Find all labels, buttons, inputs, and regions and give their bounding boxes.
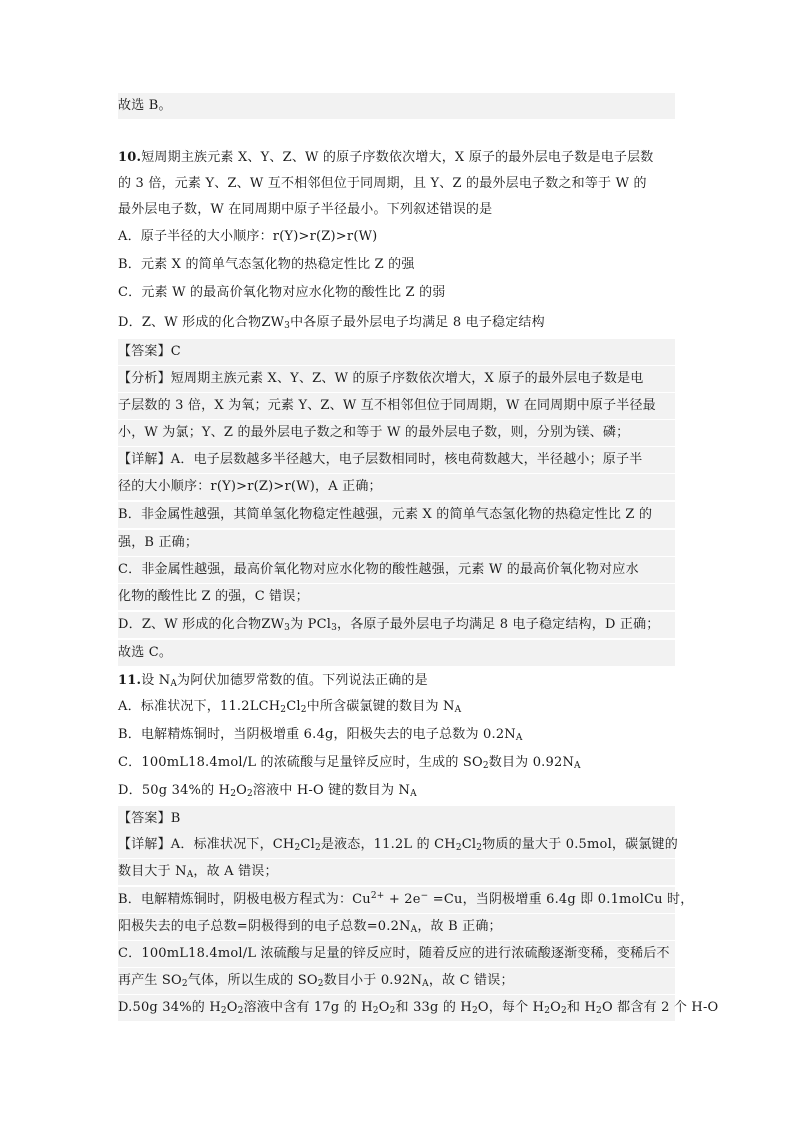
q10-detail-line-2: 径的大小顺序：r(Y)>r(Z)>r(W)，A 正确； [118,474,675,500]
q10-option-b: B．元素 X 的简单气态氢化物的热稳定性比 Z 的强 [118,257,415,272]
q10-answer: 【答案】C [118,339,675,365]
q11-answer: 【答案】B [118,806,675,832]
q10-option-a: A．原子半径的大小顺序：r(Y)>r(Z)>r(W) [118,229,378,244]
q10-detail-line-8: 故选 C。 [118,640,675,666]
q10-option-d: D．Z、W 形成的化合物$ZW_3$中各原子最外层电子均满足 8 电子稳定结构 [118,315,545,331]
q10-detail-line-3: B．非金属性越强，其简单氢化物稳定性越强，元素 X 的简单气态氢化物的热稳定性比 Z 的 [118,502,675,528]
q10-analysis-line-2: 子层数的 3 倍，X 为氧；元素 Y、Z、W 互不相邻但位于同周期，W 在同周期中原子半径最 [118,393,675,419]
q10-number: 10. [118,150,142,165]
q10-detail-line-7: D．Z、W 形成的化合物$ZW_3$为 PCl$_3$，各原子最外层电子均满足 8 电子稳定结构，D 正确； [118,612,675,638]
q10-option-c: C．元素 W 的最高价氧化物对应水化物的酸性比 Z 的弱 [118,285,446,300]
q10-analysis-line-1: 【分析】短周期主族元素 X、Y、Z、W 的原子序数依次增大，X 原子的最外层电子数是电 [118,366,675,392]
q10-detail-line-4: 强，B 正确； [118,530,675,556]
q11-number: 11. [118,673,142,688]
q11-option-d: D．50g 34%的 $H_2O_2$溶液中 H-O 键的数目为 $N_A$ [118,783,417,799]
q10-stem-line-3: 最外层电子数，W 在同周期中原子半径最小。下列叙述错误的是 [118,202,493,217]
q11-option-b: B．电解精炼铜时，当阴极增重 6.4g，阳极失去的电子总数为 $0.2N_A$ [118,727,523,743]
previous-conclusion: 故选 B。 [118,93,675,119]
q10-detail-line-1: 【详解】A．电子层数越多半径越大，电子层数相同时，核电荷数越大，半径越小；原子半 [118,447,675,473]
q11-detail-line-7: D.50g 34%的 $H_2O_2$溶液中含有 17g 的 $H_2O_2$和 33g 的 $H_2O$，每个 $H_2O_2$和 $H_2O$ 都含有 2 个 H-O [118,995,675,1021]
q11-option-c: C．100mL18.4mol/L 的浓硫酸与足量锌反应时，生成的 $SO_2$数目为 $0.92N_A$ [118,755,581,771]
q11-detail-line-1: 【详解】A．标准状况下，$CH_2Cl_2$是液态，11.2L 的 $CH_2Cl_2$物质的量大于 0.5mol，碳氯键的 [118,832,675,858]
q11-stem: 11.设 $N_A$为阿伏加德罗常数的值。下列说法正确的是 [118,673,428,689]
q10-analysis-line-3: 小，W 为氯；Y、Z 的最外层电子数之和等于 W 的最外层电子数，则，分别为镁、磷； [118,420,675,446]
q10-detail-line-6: 化物的酸性比 Z 的强，C 错误； [118,584,675,610]
q10-detail-line-5: C．非金属性越强，最高价氧化物对应水化物的酸性越强，元素 W 的最高价氧化物对应水 [118,557,675,583]
q10-stem-line-2: 的 3 倍，元素 Y、Z、W 互不相邻但位于同周期，且 Y、Z 的最外层电子数之和等于 W 的 [118,176,647,191]
q11-option-a: A．标准状况下，$11.2LCH_2Cl_2$中所含碳氯键的数目为 $N_A$ [118,699,462,715]
q11-detail-line-2: 数目大于 $N_A$，故 A 错误； [118,859,675,885]
q11-detail-line-5: C．100mL18.4mol/L 浓硫酸与足量的锌反应时，随着反应的进行浓硫酸逐渐变稀，变稀后不 [118,941,675,967]
q11-detail-line-4: 阳极失去的电子总数=阴极得到的电子总数$=0.2N_A$，故 B 正确； [118,914,675,940]
q11-detail-line-6: 再产生 $SO_2$气体，所以生成的 $SO_2$数目小于 $0.92N_A$，故 C 错误； [118,968,675,994]
q10-stem-line-1: 10.短周期主族元素 X、Y、Z、W 的原子序数依次增大，X 原子的最外层电子数是电子层数 [118,150,654,165]
q11-detail-line-3: B．电解精炼铜时，阴极电极方程式为：$Cu^{2+} + 2e^- =Cu$，当阴极增重 6.4g 即 0.1molCu 时， [118,887,675,913]
